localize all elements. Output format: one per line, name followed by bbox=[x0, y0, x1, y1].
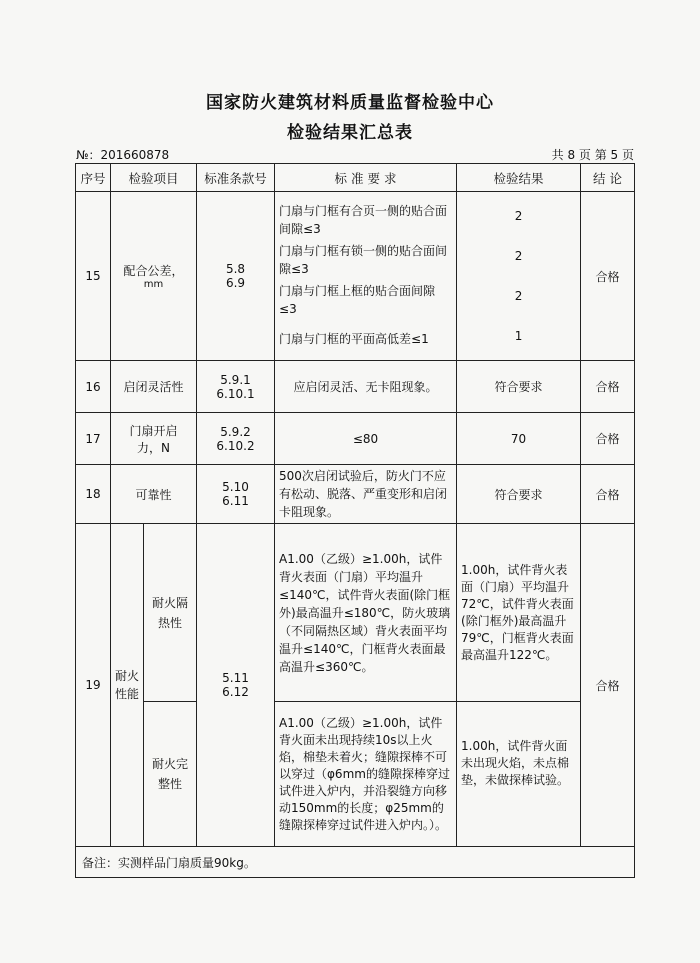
conclusion-value: 合格 bbox=[581, 465, 635, 524]
sub-item-name: 耐火完整性 bbox=[144, 702, 197, 847]
item-name: 耐火性能 bbox=[111, 524, 144, 847]
result-value: 2 2 2 1 bbox=[457, 192, 581, 361]
item-name: 配合公差， mm bbox=[111, 192, 197, 361]
org-title: 国家防火建筑材料质量监督检验中心 bbox=[206, 93, 494, 113]
requirement-text: A1.00（乙级）≥1.00h，试件背火面未出现持续10s以上火焰，棉垫未着火；缝隙探棒不可以穿过（φ6mm的缝隙探棒穿过试件进入炉内，并沿裂缝方向移动150mm的长度；φ25mm的缝隙探棒穿过试件进入炉内。）。 bbox=[275, 702, 457, 847]
table-row bbox=[76, 361, 635, 413]
col-header-item: 检验项目 bbox=[111, 164, 197, 192]
row-number: 15 bbox=[76, 192, 111, 361]
table-row bbox=[76, 702, 635, 847]
note-row bbox=[76, 847, 635, 878]
col-header-requirement: 标 准 要 求 bbox=[275, 164, 457, 192]
doc-title: 检验结果汇总表 bbox=[287, 123, 413, 143]
clause-number: 5.8 6.9 bbox=[197, 192, 275, 361]
table-header-row bbox=[76, 164, 635, 192]
result-value: 符合要求 bbox=[457, 361, 581, 413]
col-header-conclusion: 结 论 bbox=[581, 164, 635, 192]
requirement-text: 应启闭灵活、无卡阻现象。 bbox=[275, 361, 457, 413]
col-header-no: 序号 bbox=[76, 164, 111, 192]
requirement-text: ≤80 bbox=[275, 413, 457, 465]
table-row bbox=[76, 465, 635, 524]
row-number: 17 bbox=[76, 413, 111, 465]
conclusion-value: 合格 bbox=[581, 524, 635, 847]
table-row bbox=[76, 413, 635, 465]
requirement-text: 500次启闭试验后，防火门不应有松动、脱落、严重变形和启闭卡阻现象。 bbox=[275, 465, 457, 524]
result-value: 1.00h，试件背火表面（门扇）平均温升72℃，试件背火表面(除门框外)最高温升79℃，门框背火表面最高温升122℃。 bbox=[457, 524, 581, 702]
note-text: 备注：实测样品门扇质量90kg。 bbox=[76, 847, 635, 878]
doc-number: №：201660878 bbox=[76, 148, 170, 162]
requirement-text: 门扇与门框有合页一侧的贴合面间隙≤3 门扇与门框有锁一侧的贴合面间隙≤3 门扇与门框上框的贴合面间隙≤3 门扇与门框的平面高低差≤1 bbox=[275, 192, 457, 361]
row-number: 16 bbox=[76, 361, 111, 413]
item-name: 门扇开启 力，N bbox=[111, 413, 197, 465]
col-header-clause: 标准条款号 bbox=[197, 164, 275, 192]
clause-number: 5.11 6.12 bbox=[197, 524, 275, 847]
table-row bbox=[76, 524, 635, 702]
sub-item-name: 耐火隔热性 bbox=[144, 524, 197, 702]
conclusion-value: 合格 bbox=[581, 413, 635, 465]
page-info: 共 8 页 第 5 页 bbox=[551, 148, 634, 162]
result-value: 符合要求 bbox=[457, 465, 581, 524]
row-number: 19 bbox=[76, 524, 111, 847]
clause-number: 5.10 6.11 bbox=[197, 465, 275, 524]
col-header-result: 检验结果 bbox=[457, 164, 581, 192]
clause-number: 5.9.1 6.10.1 bbox=[197, 361, 275, 413]
requirement-text: A1.00（乙级）≥1.00h，试件背火表面（门扇）平均温升≤140℃，试件背火表面(除门框外)最高温升≤180℃，防火玻璃（不同隔热区域）背火表面平均温升≤140℃，门框背火表面最高温升≤360℃。 bbox=[275, 524, 457, 702]
item-name: 可靠性 bbox=[111, 465, 197, 524]
row-number: 18 bbox=[76, 465, 111, 524]
result-value: 70 bbox=[457, 413, 581, 465]
results-table bbox=[75, 163, 635, 878]
item-name: 启闭灵活性 bbox=[111, 361, 197, 413]
clause-number: 5.9.2 6.10.2 bbox=[197, 413, 275, 465]
result-value: 1.00h，试件背火面未出现火焰，未点棉垫，未做探棒试验。 bbox=[457, 702, 581, 847]
table-row bbox=[76, 192, 635, 361]
conclusion-value: 合格 bbox=[581, 361, 635, 413]
conclusion-value: 合格 bbox=[581, 192, 635, 361]
